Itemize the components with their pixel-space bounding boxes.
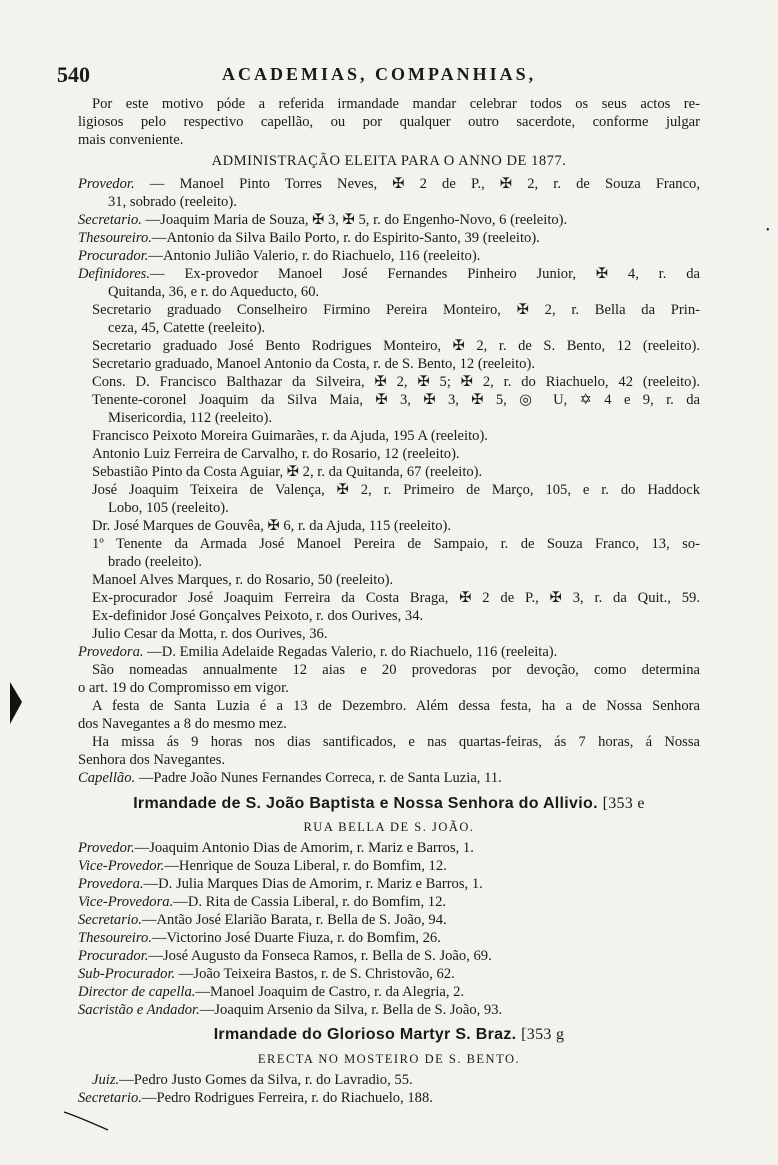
role-label: Sub-Procurador.	[78, 966, 176, 982]
note-line: dos Navegantes a 8 do mesmo mez.	[78, 716, 287, 732]
role-label: Thesoureiro.	[78, 930, 152, 946]
page-number: 540	[57, 62, 90, 87]
entry-line: Sacristão e Andador.—Joaquim Arsenio da Silva, r. Bella de S. João, 93.	[78, 1002, 503, 1018]
section-subtitle: ERECTA NO MOSTEIRO DE S. BENTO.	[257, 1052, 521, 1066]
definidor-line: Antonio Luiz Ferreira de Carvalho, r. do Rosario, 12 (reeleito).	[92, 446, 460, 462]
entry-line: Provedor.—Joaquim Antonio Dias de Amorim, r. Mariz e Barros, 1.	[78, 840, 474, 856]
definidor-cont: brado (reeleito).	[108, 554, 202, 570]
role-label: Vice-Provedor.	[78, 858, 165, 874]
definidor-line: Dr. José Marques de Gouvêa, ✠ 6, r. da Ajuda, 115 (reeleito).	[92, 518, 452, 534]
role-label: Procurador.	[78, 948, 149, 964]
role-label: Secretario.	[78, 912, 142, 928]
role-label: Vice-Provedora.	[78, 894, 174, 910]
entry-line: Secretario.—Pedro Rodrigues Ferreira, r. do Riachuelo, 188.	[78, 1090, 433, 1106]
entry-line: Secretario. —Joaquim Maria de Souza, ✠ 3, ✠ 5, r. do Engenho-Novo, 6 (reeleito).	[78, 212, 568, 228]
role-label: Provedor.	[78, 176, 135, 192]
running-head: ACADEMIAS, COMPANHIAS,	[222, 64, 537, 84]
definidor-line: Tenente-coronel Joaquim da Silva Maia, ✠ 3, ✠ 3, ✠ 5, ◎ U, ✡ 4 e 9, r. da	[92, 392, 700, 408]
role-label: Director de capella.	[78, 984, 196, 1000]
margin-arrow-mark	[8, 680, 24, 726]
definidor-line: Secretario graduado Conselheiro Firmino Pereira Monteiro, ✠ 2, r. Bella da Prin-	[92, 302, 700, 318]
entry-line: Thesoureiro.—Victorino José Duarte Fiuza, r. do Bomfim, 26.	[78, 930, 441, 946]
role-label: Provedor.	[78, 840, 135, 856]
entry-cont: Quitanda, 36, e r. do Aqueducto, 60.	[108, 284, 320, 300]
entry-line: Thesoureiro.—Antonio da Silva Bailo Porto, r. do Espirito-Santo, 39 (reeleito).	[78, 230, 540, 246]
entry-line: Procurador.—José Augusto da Fonseca Ramos, r. Bella de S. João, 69.	[78, 948, 492, 964]
role-label: Thesoureiro.	[78, 230, 152, 246]
definidor-line: Julio Cesar da Motta, r. dos Ourives, 36.	[92, 626, 328, 642]
pen-stroke-mark	[62, 1108, 112, 1132]
definidor-line: Secretario graduado José Bento Rodrigues Monteiro, ✠ 2, r. de S. Bento, 12 (reeleito).	[92, 338, 700, 354]
role-label: Provedora.	[78, 876, 144, 892]
definidor-line: José Joaquim Teixeira de Valença, ✠ 2, r. Primeiro de Março, 105, e r. do Haddock	[92, 482, 700, 498]
role-label: Juiz.	[92, 1072, 120, 1088]
note-line: o art. 19 do Compromisso em vigor.	[78, 680, 289, 696]
role-label: Provedora.	[78, 644, 144, 660]
note-line: Senhora dos Navegantes.	[78, 752, 226, 768]
note-line: A festa de Santa Luzia é a 13 de Dezembro. Além dessa festa, ha a de Nossa Senhora	[92, 698, 700, 714]
entry-line: Provedora.—D. Julia Marques Dias de Amorim, r. Mariz e Barros, 1.	[78, 876, 483, 892]
entry-cont: 31, sobrado (reeleito).	[108, 194, 237, 210]
definidor-line: Sebastião Pinto da Costa Aguiar, ✠ 2, r. da Quitanda, 67 (reeleito).	[92, 464, 483, 480]
definidor-line: Francisco Peixoto Moreira Guimarães, r. da Ajuda, 195 A (reeleito).	[92, 428, 488, 444]
section-title: Irmandade de S. João Baptista e Nossa Senhora do Allivio. [353 e	[133, 795, 645, 812]
paragraph-line: mais conveniente.	[78, 132, 184, 148]
definidor-cont: ceza, 45, Catette (reeleito).	[108, 320, 266, 336]
note-line: São nomeadas annualmente 12 aias e 20 provedoras por devoção, como determina	[92, 662, 700, 678]
entry-line: Juiz.—Pedro Justo Gomes da Silva, r. do Lavradio, 55.	[92, 1072, 413, 1088]
definidor-line: Manoel Alves Marques, r. do Rosario, 50 (reeleito).	[92, 572, 394, 588]
entry-line: Capellão. —Padre João Nunes Fernandes Correca, r. de Santa Luzia, 11.	[78, 770, 502, 786]
definidor-line: Ex-definidor José Gonçalves Peixoto, r. dos Ourives, 34.	[92, 608, 424, 624]
entry-line: Definidores.— Ex-provedor Manoel José Fernandes Pinheiro Junior, ✠ 4, r. da	[78, 266, 700, 282]
section-subtitle: RUA BELLA DE S. JOÃO.	[303, 820, 475, 834]
definidor-line: 1º Tenente da Armada José Manoel Pereira de Sampaio, r. de Souza Franco, 13, so-	[92, 536, 700, 552]
entry-line: Vice-Provedora.—D. Rita de Cassia Liberal, r. do Bomfim, 12.	[78, 894, 447, 910]
role-label: Sacristão e Andador.	[78, 1002, 200, 1018]
paragraph-line: Por este motivo póde a referida irmandade mandar celebrar todos os seus actos re-	[92, 96, 700, 112]
role-label: Definidores.	[78, 266, 151, 282]
entry-line: Provedora. —D. Emilia Adelaide Regadas Valerio, r. do Riachuelo, 116 (reeleita).	[78, 644, 558, 660]
entry-line: Director de capella.—Manoel Joaquim de Castro, r. da Alegria, 2.	[78, 984, 465, 1000]
entry-line: Sub-Procurador. —João Teixeira Bastos, r. de S. Christovão, 62.	[78, 966, 455, 982]
section-heading: ADMINISTRAÇÃO ELEITA PARA O ANNO DE 1877.	[211, 153, 567, 169]
definidor-line: Secretario graduado, Manoel Antonio da Costa, r. de S. Bento, 12 (reeleito).	[92, 356, 535, 372]
entry-line: Secretario.—Antão José Elarião Barata, r. Bella de S. João, 94.	[78, 912, 447, 928]
note-line: Ha missa ás 9 horas nos dias santificados, e nas quartas-feiras, ás 7 horas, á Nossa	[92, 734, 700, 750]
role-label: Procurador.	[78, 248, 149, 264]
entry-line: Provedor. — Manoel Pinto Torres Neves, ✠ 2 de P., ✠ 2, r. de Souza Franco,	[78, 176, 700, 192]
margin-dot-mark: •	[766, 225, 770, 236]
role-label: Secretario.	[78, 1090, 142, 1106]
entry-line: Vice-Provedor.—Henrique de Souza Liberal, r. do Bomfim, 12.	[78, 858, 447, 874]
role-label: Capellão.	[78, 770, 136, 786]
definidor-line: Cons. D. Francisco Balthazar da Silveira, ✠ 2, ✠ 5; ✠ 2, r. do Riachuelo, 42 (reeleito).	[92, 374, 700, 390]
paragraph-line: ligiosos pelo respectivo capellão, ou por qualquer outro sacerdote, conforme julgar	[78, 114, 700, 130]
definidor-cont: Lobo, 105 (reeleito).	[108, 500, 229, 516]
definidor-cont: Misericordia, 112 (reeleito).	[108, 410, 272, 426]
section-title: Irmandade do Glorioso Martyr S. Braz. [353 g	[213, 1026, 565, 1043]
definidor-line: Ex-procurador José Joaquim Ferreira da Costa Braga, ✠ 2 de P., ✠ 3, r. da Quit., 59.	[92, 590, 700, 606]
entry-line: Procurador.—Antonio Julião Valerio, r. do Riachuelo, 116 (reeleito).	[78, 248, 481, 264]
role-label: Secretario.	[78, 212, 142, 228]
